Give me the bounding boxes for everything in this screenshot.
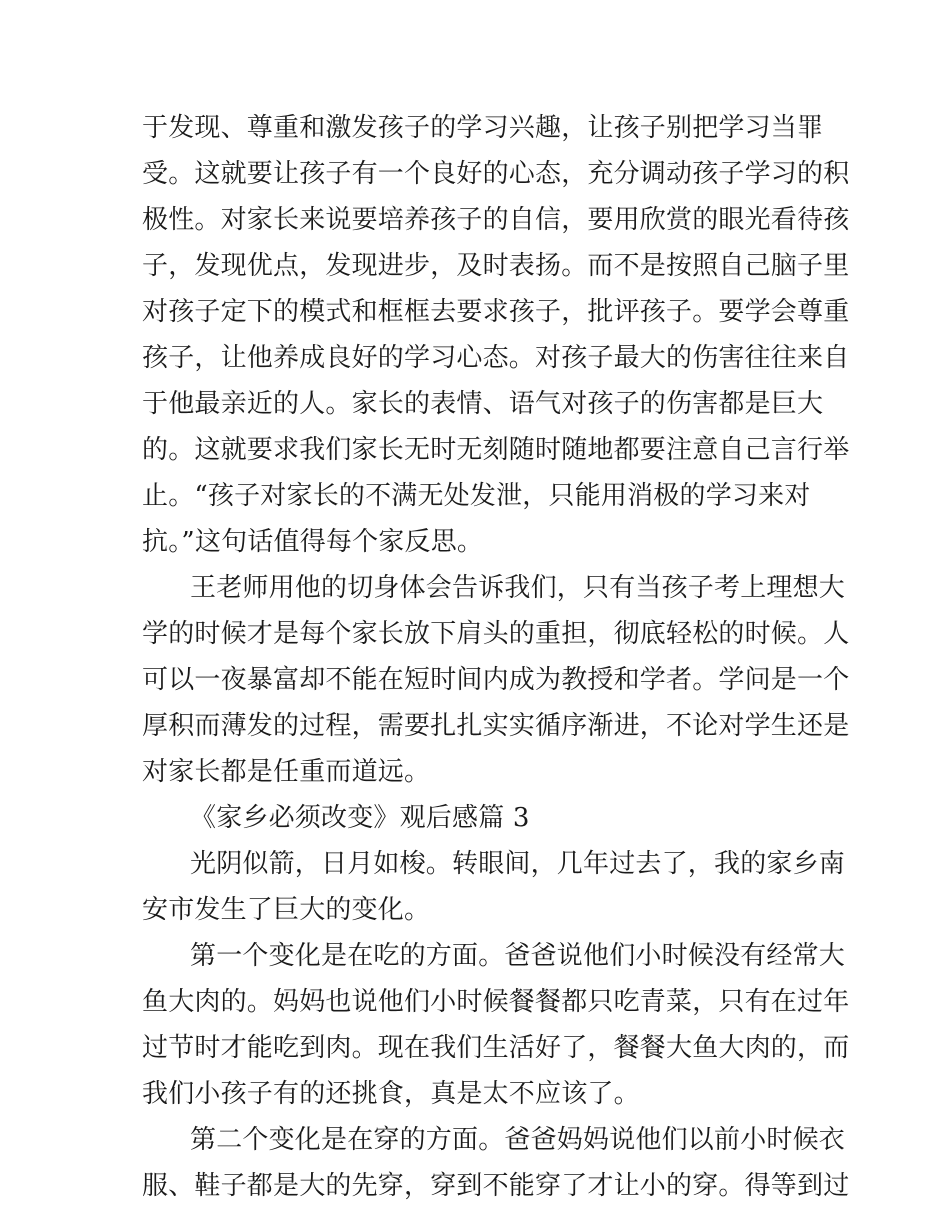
text-line: 对家长都是任重而道远。: [142, 757, 431, 787]
paragraph-start-line: 光阴似箭，日月如梭。转眼间，几年过去了，我的家乡南: [190, 849, 846, 879]
text-line: 极性。对家长来说要培养孩子的自信，要用欣赏的眼光看待孩: [142, 205, 850, 235]
section-heading: 《家乡必须改变》观后感篇 3: [190, 803, 530, 833]
text-line: 受。这就要让孩子有一个良好的心态，充分调动孩子学习的积: [142, 159, 850, 189]
text-line: 止。“孩子对家长的不满无处发泄，只能用消极的学习来对: [142, 481, 811, 511]
text-line: 可以一夜暴富却不能在短时间内成为教授和学者。学问是一个: [142, 665, 850, 695]
paragraph-start-line: 第一个变化是在吃的方面。爸爸说他们小时候没有经常大: [190, 941, 846, 971]
text-line: 于他最亲近的人。家长的表情、语气对孩子的伤害都是巨大: [142, 389, 824, 419]
paragraph-start-line: 第二个变化是在穿的方面。爸爸妈妈说他们以前小时候衣: [190, 1125, 846, 1155]
text-line: 鱼大肉的。妈妈也说他们小时候餐餐都只吃青菜，只有在过年: [142, 987, 850, 1017]
text-line: 的。这就要求我们家长无时无刻随时随地都要注意自己言行举: [142, 435, 850, 465]
text-line: 学的时候才是每个家长放下肩头的重担，彻底轻松的时候。人: [142, 619, 850, 649]
text-line: 孩子，让他养成良好的学习心态。对孩子最大的伤害往往来自: [142, 343, 850, 373]
text-line: 子，发现优点，发现进步，及时表扬。而不是按照自己脑子里: [142, 251, 850, 281]
paragraph-start-line: 王老师用他的切身体会告诉我们，只有当孩子考上理想大: [190, 573, 846, 603]
text-line: 安市发生了巨大的变化。: [142, 895, 431, 925]
text-line: 服、鞋子都是大的先穿，穿到不能穿了才让小的穿。得等到过: [142, 1171, 850, 1201]
text-line: 过节时才能吃到肉。现在我们生活好了，餐餐大鱼大肉的，而: [142, 1033, 850, 1063]
text-line: 对孩子定下的模式和框框去要求孩子，批评孩子。要学会尊重: [142, 297, 850, 327]
text-line: 我们小孩子有的还挑食，真是太不应该了。: [142, 1079, 640, 1109]
text-line: 于发现、尊重和激发孩子的学习兴趣，让孩子别把学习当罪: [142, 113, 824, 143]
text-line: 厚积而薄发的过程，需要扎扎实实循序渐进，不论对学生还是: [142, 711, 850, 741]
text-line: 抗。”这句话值得每个家反思。: [142, 527, 484, 557]
